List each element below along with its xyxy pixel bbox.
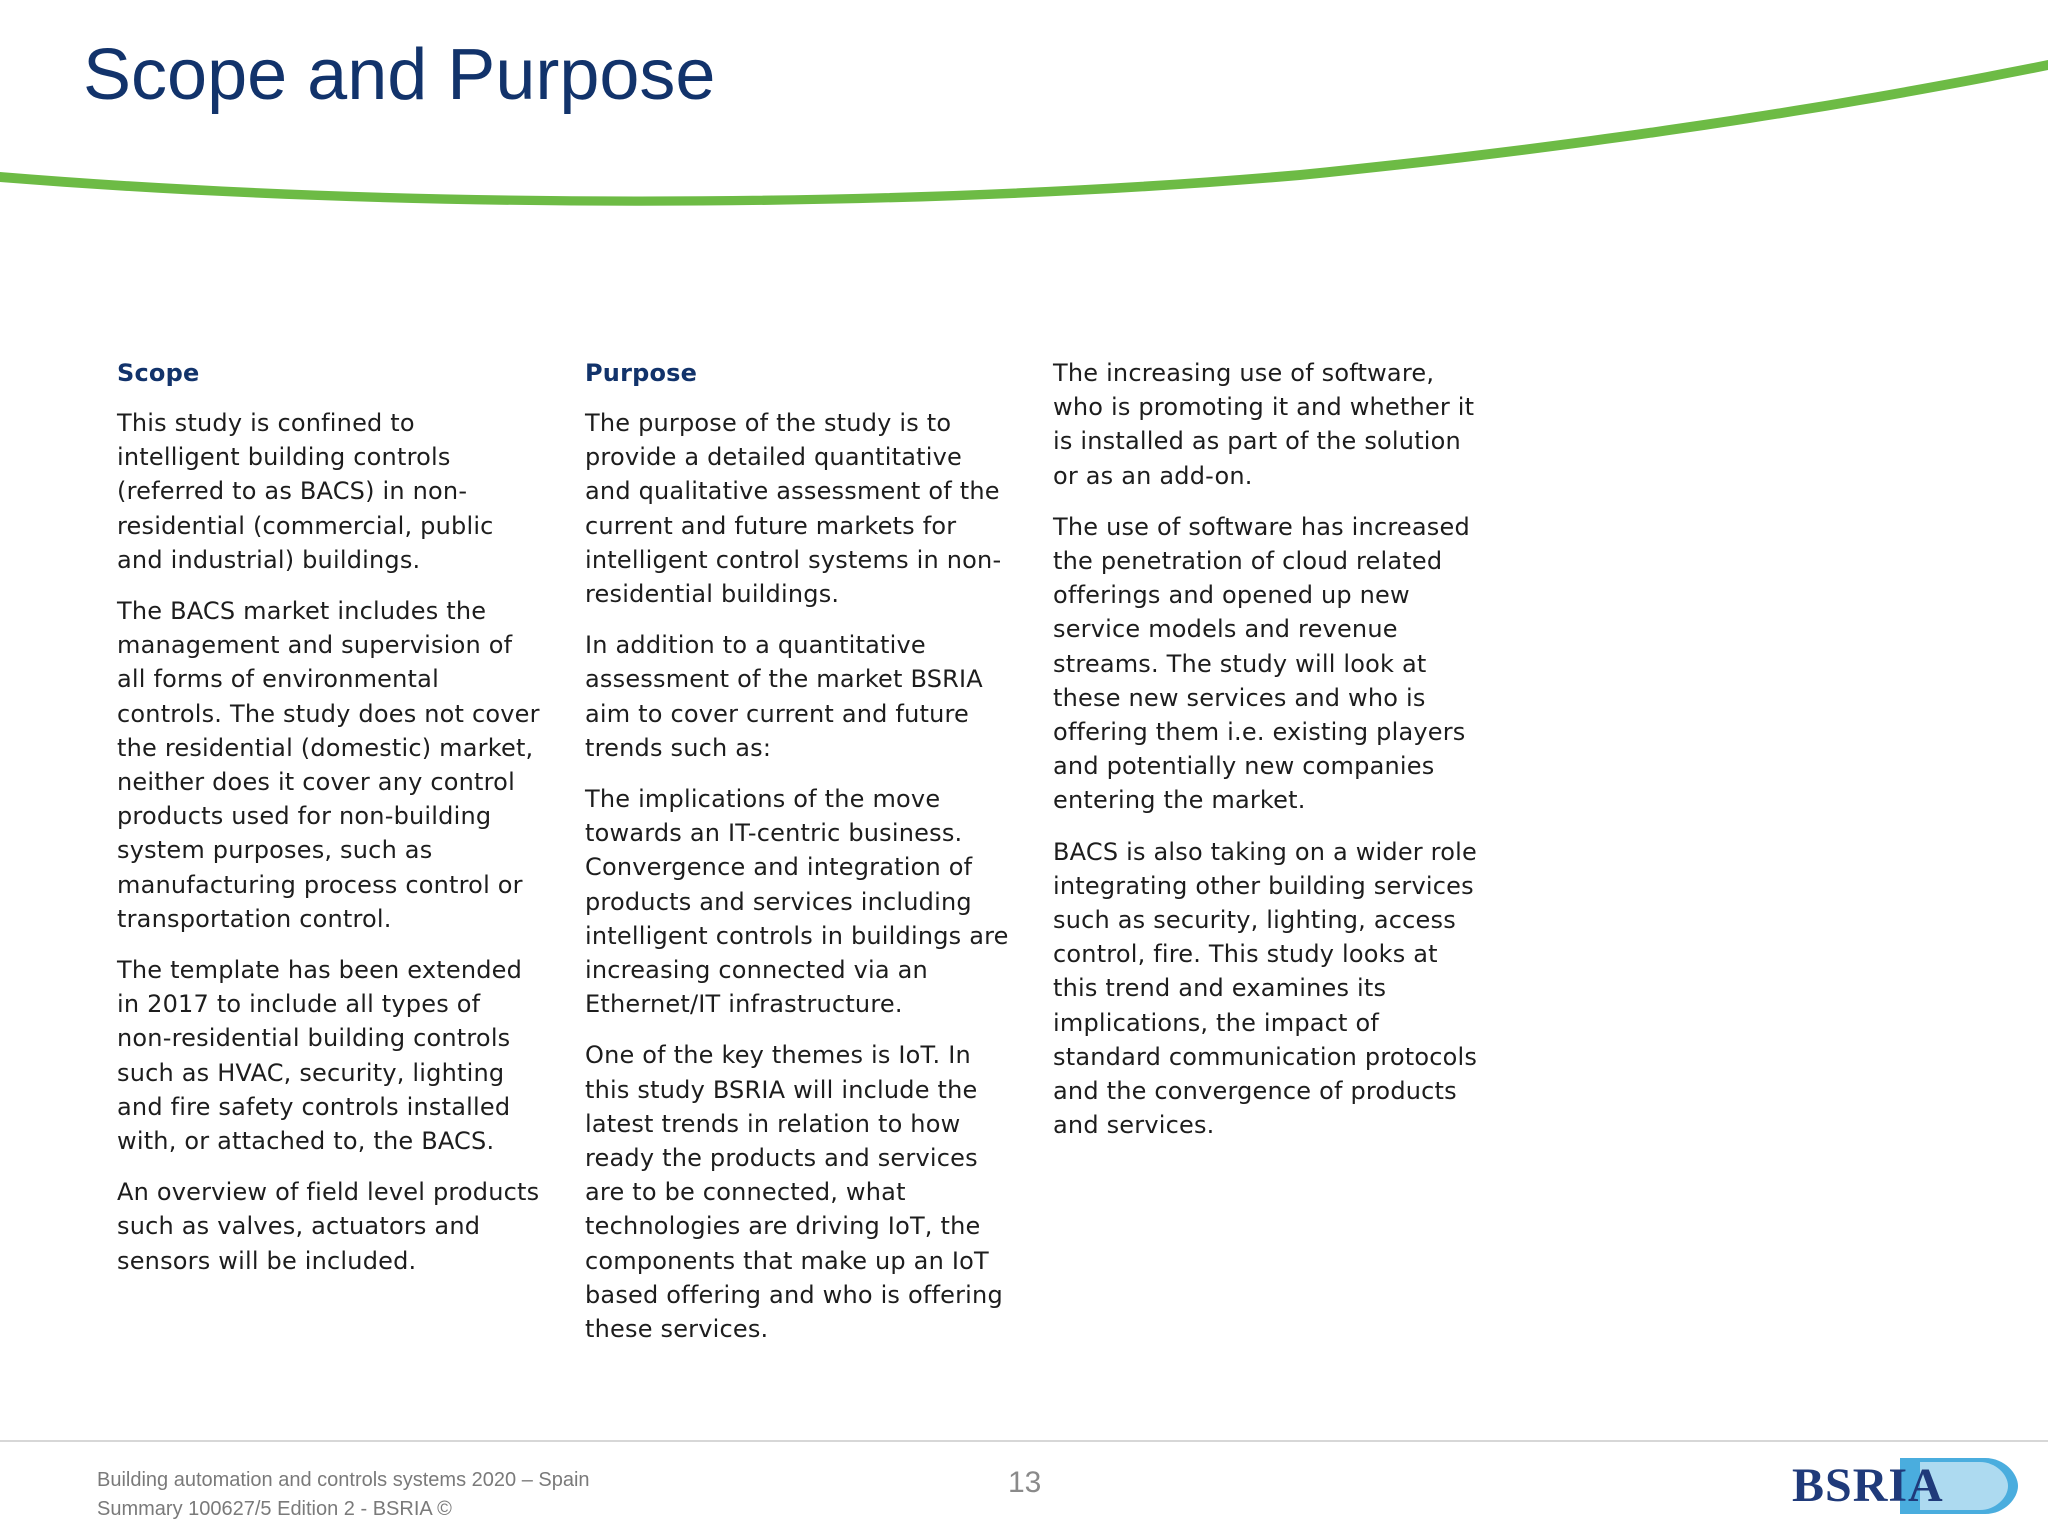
scope-paragraph: The BACS market includes the management and supervision of all forms of environmental controls. The study does not cover the residential (domestic) market, neither does it cover any control products used for non-building system purposes, such as manufacturing process control or transportation control. [117,597,540,933]
purpose-paragraph: One of the key themes is IoT. In this study BSRIA will include the latest trends in relation to how ready the products and services are to be connected, what technologies are driving IoT, the components that make up an IoT based offering and who is offering these services. [585,1041,1003,1344]
page-number: 13 [1008,1466,1042,1499]
purpose-paragraph: In addition to a quantitative assessment of the market BSRIA aim to cover current and future trends such as: [585,631,983,762]
scope-paragraph: An overview of field level products such as valves, actuators and sensors will be included. [117,1178,540,1275]
continued-paragraph: BACS is also taking on a wider role integrating other building services such as security, lighting, access control, fire. This study looks at this trend and examines its implications, the impact of standard communication protocols and the convergence of products and services. [1053,837,1478,1140]
footer-caption [97,1466,590,1524]
continued-column [1053,356,1478,1159]
footer-line-1: Building automation and controls systems 2020 – Spain [97,1469,590,1491]
scope-paragraph: The template has been extended in 2017 to include all types of non-residential building controls such as HVAC, security, lighting and fire safety controls installed with, or attached to, the BACS. [117,956,523,1156]
continued-paragraph: The increasing use of software, who is promoting it and whether it is installed as part of the solution or as an add-on. [1053,359,1475,490]
footer-divider [0,1440,2048,1442]
scope-paragraph: This study is confined to intelligent building controls (referred to as BACS) in non-residential (commercial, public and industrial) buildings. [117,409,494,574]
purpose-paragraph: The implications of the move towards an IT-centric business. Convergence and integration of products and services including intelligent controls in buildings are increasing connected via an Ethernet/IT infrastructure. [585,785,1009,1019]
footer-line-2: Summary 100627/5 Edition 2 - BSRIA © [97,1498,452,1520]
purpose-paragraph: The purpose of the study is to provide a detailed quantitative and qualitative assessment of the current and future markets for intelligent control systems in non-residential buildings. [585,409,1002,609]
purpose-heading: Purpose [585,359,698,387]
bsria-logo-text: BSRIA [1792,1459,1944,1512]
continued-paragraph: The use of software has increased the penetration of cloud related offerings and opened up new service models and revenue streams. The study will look at these new services and who is offering them i.e. existing players and potentially new companies entering the market. [1053,512,1470,815]
page-title: Scope and Purpose [83,35,716,115]
purpose-column [585,356,1010,1363]
scope-column [117,356,542,1295]
scope-heading: Scope [117,359,200,387]
